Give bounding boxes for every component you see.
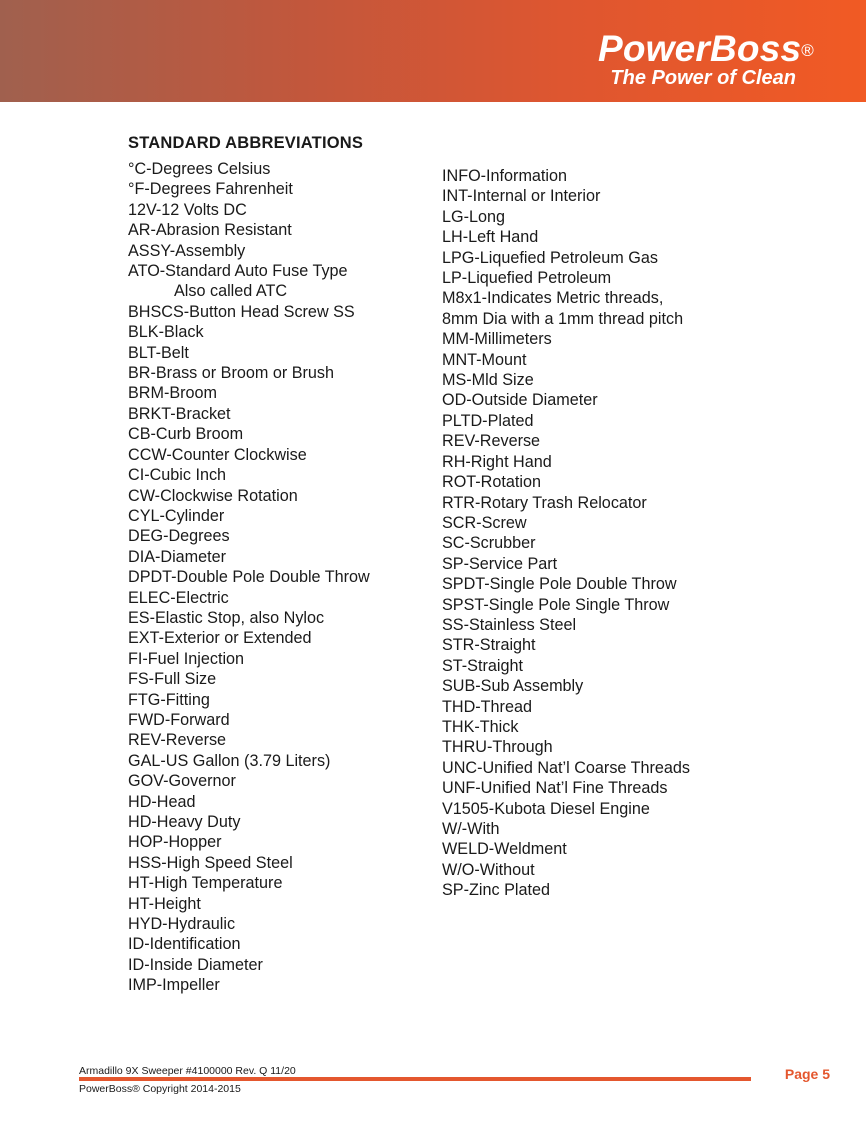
abbreviation-item: OD-Outside Diameter: [442, 391, 598, 410]
abbreviation-item: CI-Cubic Inch: [128, 466, 227, 485]
abbreviation-item: IMP-Impeller: [128, 976, 220, 995]
abbreviation-item: MNT-Mount: [442, 350, 527, 369]
abbreviation-item: HYD-Hydraulic: [128, 915, 236, 934]
abbreviation-item: SUB-Sub Assembly: [442, 677, 584, 696]
abbreviation-item: HOP-Hopper: [128, 833, 222, 852]
abbreviation-item: ASSY-Assembly: [128, 241, 246, 260]
abbreviation-item: SP-Service Part: [442, 554, 558, 573]
abbreviation-item: MS-Mld Size: [442, 371, 534, 390]
abbreviation-item: PLTD-Plated: [442, 411, 534, 430]
abbreviation-item: ATO-Standard Auto Fuse Type: [128, 262, 348, 281]
abbreviation-item: BRM-Broom: [128, 384, 218, 403]
abbreviation-item: FS-Full Size: [128, 670, 217, 689]
abbreviation-item: BLT-Belt: [128, 343, 189, 362]
brand-tagline: The Power of Clean: [610, 67, 796, 89]
abbreviation-item: LP-Liquefied Petroleum: [442, 269, 612, 288]
abbreviation-item: W/-With: [442, 820, 500, 838]
abbreviation-item: FWD-Forward: [128, 710, 230, 729]
abbreviation-item: INFO-Information: [442, 167, 568, 185]
abbreviation-item: DEG-Degrees: [128, 527, 230, 546]
abbreviation-item: ID-Identification: [128, 935, 241, 954]
abbreviation-item: DPDT-Double Pole Double Throw: [128, 568, 370, 587]
abbreviation-item: AR-Abrasion Resistant: [128, 221, 292, 240]
page-number: Page 5: [784, 1066, 830, 1082]
abbreviation-item: ES-Elastic Stop, also Nyloc: [128, 608, 325, 627]
abbreviations-right-column: [442, 166, 690, 901]
abbreviation-item: LG-Long: [442, 207, 505, 226]
abbreviation-item: THK-Thick: [442, 717, 519, 736]
abbreviation-item: Also called ATC: [174, 282, 288, 301]
abbreviation-item: CB-Curb Broom: [128, 425, 244, 444]
abbreviation-item: BLK-Black: [128, 323, 204, 342]
abbreviation-item: SC-Scrubber: [442, 534, 536, 553]
abbreviation-item: 8mm Dia with a 1mm thread pitch: [442, 309, 684, 328]
abbreviation-item: REV-Reverse: [128, 731, 227, 750]
document-reference: [79, 1065, 296, 1077]
abbreviation-item: SS-Stainless Steel: [442, 615, 577, 634]
brand-name: PowerBoss: [597, 28, 802, 69]
abbreviation-item: FTG-Fitting: [128, 690, 210, 709]
abbreviation-item: HT-High Temperature: [128, 874, 283, 893]
abbreviation-item: CYL-Cylinder: [128, 506, 225, 525]
abbreviation-item: THRU-Through: [442, 738, 553, 757]
abbreviation-item: WELD-Weldment: [442, 840, 567, 859]
abbreviation-item: V1505-Kubota Diesel Engine: [442, 799, 650, 818]
abbreviation-item: ROT-Rotation: [442, 473, 541, 492]
abbreviation-item: CCW-Counter Clockwise: [128, 445, 307, 464]
abbreviation-item: MM-Millimeters: [442, 330, 552, 349]
abbreviation-item: W/O-Without: [442, 860, 535, 879]
abbreviation-item: RH-Right Hand: [442, 452, 552, 471]
abbreviation-item: UNF-Unified Nat’l Fine Threads: [442, 779, 668, 798]
abbreviation-item: REV-Reverse: [442, 432, 541, 451]
footer-divider: [79, 1077, 751, 1081]
abbreviation-item: LPG-Liquefied Petroleum Gas: [442, 248, 658, 267]
abbreviation-item: °C-Degrees Celsius: [128, 160, 271, 178]
abbreviation-item: HT-Height: [128, 894, 201, 913]
abbreviation-item: DIA-Diameter: [128, 547, 227, 566]
abbreviation-item: THD-Thread: [442, 697, 532, 716]
abbreviation-item: M8x1-Indicates Metric threads,: [442, 289, 664, 308]
abbreviation-item: BR-Brass or Broom or Brush: [128, 364, 334, 383]
abbreviation-item: ST-Straight: [442, 656, 523, 675]
abbreviation-item: SP-Zinc Plated: [442, 881, 550, 900]
copyright-text: PowerBoss® Copyright 2014-2015: [79, 1083, 241, 1095]
header-band: [0, 0, 866, 102]
document-reference-text: Armadillo 9X Sweeper #4100000 Rev. Q 11/20: [79, 1065, 296, 1077]
abbreviation-item: GOV-Governor: [128, 772, 236, 791]
page-title: STANDARD ABBREVIATIONS: [128, 134, 364, 152]
abbreviation-item: SPDT-Single Pole Double Throw: [442, 575, 677, 594]
abbreviation-item: STR-Straight: [442, 636, 536, 655]
abbreviation-item: GAL-US Gallon (3.79 Liters): [128, 751, 331, 770]
abbreviation-item: HD-Head: [128, 792, 196, 811]
abbreviation-item: BRKT-Bracket: [128, 404, 231, 423]
abbreviation-item: °F-Degrees Fahrenheit: [128, 180, 293, 199]
abbreviation-item: HD-Heavy Duty: [128, 813, 241, 831]
abbreviation-item: LH-Left Hand: [442, 228, 539, 247]
abbreviation-item: INT-Internal or Interior: [442, 187, 601, 206]
abbreviation-item: UNC-Unified Nat’l Coarse Threads: [442, 758, 690, 777]
abbreviation-item: ID-Inside Diameter: [128, 955, 263, 974]
abbreviation-item: EXT-Exterior or Extended: [128, 629, 312, 648]
abbreviation-item: CW-Clockwise Rotation: [128, 486, 298, 505]
abbreviation-item: FI-Fuel Injection: [128, 649, 245, 668]
abbreviation-item: HSS-High Speed Steel: [128, 853, 293, 872]
abbreviation-item: SCR-Screw: [442, 513, 527, 532]
registered-mark: ®: [801, 41, 814, 60]
abbreviations-left-column: [128, 159, 370, 996]
abbreviation-item: RTR-Rotary Trash Relocator: [442, 493, 647, 512]
abbreviation-item: 12V-12 Volts DC: [128, 200, 247, 219]
abbreviation-item: ELEC-Electric: [128, 588, 229, 607]
brand-logo: [598, 30, 814, 88]
abbreviation-item: BHSCS-Button Head Screw SS: [128, 302, 355, 321]
abbreviation-item: SPST-Single Pole Single Throw: [442, 595, 670, 614]
